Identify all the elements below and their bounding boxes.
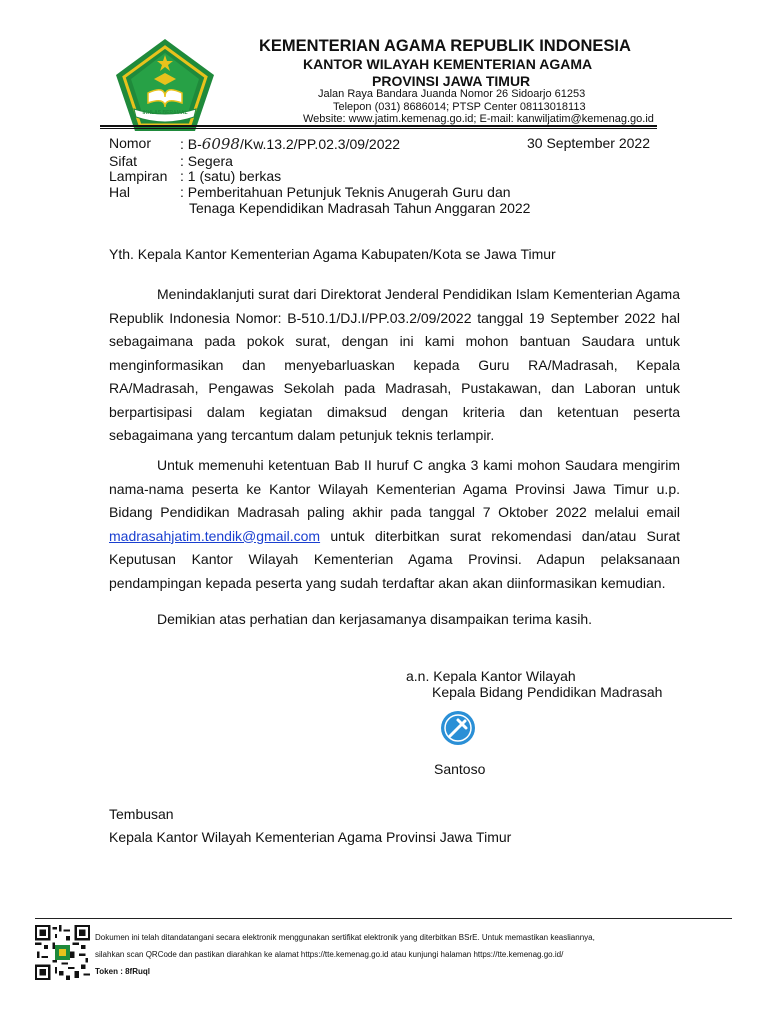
paragraph-2-part-b: untuk diterbitkan surat rekomendasi dan/atau Surat Keputusan Kantor Wilayah Kementerian Agama Provinsi. Adapun pelaksanaan pendampingan kepada peserta yang sudah terdaftar akan akan diinformasikan kemudian. — [109, 527, 680, 591]
body-paragraph-2 — [109, 454, 680, 595]
footer-token: Token : 8fRuql — [95, 967, 150, 976]
paragraph-2-text — [109, 454, 680, 595]
kemenag-logo — [110, 35, 220, 135]
qr-code-icon[interactable] — [35, 925, 90, 980]
email-link[interactable]: madrasahjatim.tendik@gmail.com — [109, 527, 321, 544]
office-address: Jalan Raya Bandara Juanda Nomor 26 Sidoarjo 61253 — [318, 88, 586, 100]
office-website: Website: www.jatim.kemenag.go.id; E-mail: kanwiljatim@kemenag.go.id — [303, 113, 654, 125]
footer-notice-line2: silahkan scan QRCode dan pastikan diarahkan ke alamat https://tte.kemenag.go.id atau kunjungi halaman https://tte.kemenag.go.id/ — [95, 950, 564, 959]
office-phone: Telepon (031) 8686014; PTSP Center 08113018113 — [333, 101, 586, 113]
signatory-name: Santoso — [434, 761, 486, 777]
hal-value-line2: Tenaga Kependidikan Madrasah Tahun Anggaran 2022 — [189, 200, 531, 216]
province-title: PROVINSI JAWA TIMUR — [372, 73, 531, 89]
sifat-label: Sifat — [109, 153, 138, 169]
office-title: KANTOR WILAYAH KEMENTERIAN AGAMA — [303, 56, 593, 72]
paragraph-3-text: Demikian atas perhatian dan kerjasamanya disampaikan terima kasih. — [157, 611, 592, 627]
hal-value-line1: : Pemberitahuan Petunjuk Teknis Anugerah Guru dan — [180, 184, 511, 200]
letterhead-rule — [100, 125, 657, 127]
signature-an: a.n. Kepala Kantor Wilayah — [406, 668, 576, 684]
footer-notice-line1: Dokumen ini telah ditandatangani secara elektronik menggunakan sertifikat elektronik yang diterbitkan BSrE. Untuk memastikan keasliannya, — [95, 933, 595, 942]
ministry-title: KEMENTERIAN AGAMA REPUBLIK INDONESIA — [259, 37, 631, 55]
nomor-value — [180, 135, 400, 153]
tembusan-label: Tembusan — [109, 806, 174, 822]
e-signature-seal-icon — [440, 710, 476, 746]
paragraph-2-part-a: Untuk memenuhi ketentuan Bab II huruf C angka 3 kami mohon Saudara mengirim nama-nama peserta ke Kantor Wilayah Kementerian Agama Provinsi Jawa Timur u.p. Bidang Pendidikan Madrasah paling akhir pada tanggal 7 Oktober 2022 melalui email — [109, 457, 680, 520]
letter-date: 30 September 2022 — [527, 135, 650, 151]
nomor-prefix: : B- — [180, 136, 202, 152]
lampiran-value: : 1 (satu) berkas — [180, 168, 282, 184]
logo-motto: IKHLAS BERAMAL — [142, 110, 188, 116]
body-paragraph-1 — [109, 283, 680, 448]
tembusan-item: Kepala Kantor Wilayah Kementerian Agama Provinsi Jawa Timur — [109, 829, 512, 845]
hal-label: Hal — [109, 184, 131, 200]
sifat-value: : Segera — [180, 153, 233, 169]
letterhead-rule-thin — [100, 128, 657, 129]
signature-position: Kepala Bidang Pendidikan Madrasah — [432, 684, 663, 700]
footer-rule — [35, 918, 732, 919]
nomor-handwritten: 6098 — [201, 135, 240, 153]
paragraph-1-text: Menindaklanjuti surat dari Direktorat Jenderal Pendidikan Islam Kementerian Agama Republik Indonesia Nomor: B-510.1/DJ.I/PP.03.2/09/2022 tanggal 19 September 2022 hal sebagaimana pada pokok surat, dengan ini kami mohon bantuan Saudara untuk menginformasikan dan menyebarluaskan kepada Guru RA/Madrasah, Kepala RA/Madrasah, Pengawas Sekolah pada Madrasah, Pustakawan, dan Laboran untuk berpartisipasi dalam kegiatan dimaksud dengan kriteria dan ketentuan peserta sebagaimana yang tercantum dalam petunjuk teknis terlampir. — [109, 286, 680, 443]
nomor-suffix: /Kw.13.2/PP.02.3/09/2022 — [239, 136, 401, 152]
lampiran-label: Lampiran — [109, 168, 168, 184]
recipient: Yth. Kepala Kantor Kementerian Agama Kabupaten/Kota se Jawa Timur — [109, 246, 556, 262]
body-paragraph-3 — [109, 608, 680, 632]
nomor-label: Nomor — [109, 135, 152, 151]
